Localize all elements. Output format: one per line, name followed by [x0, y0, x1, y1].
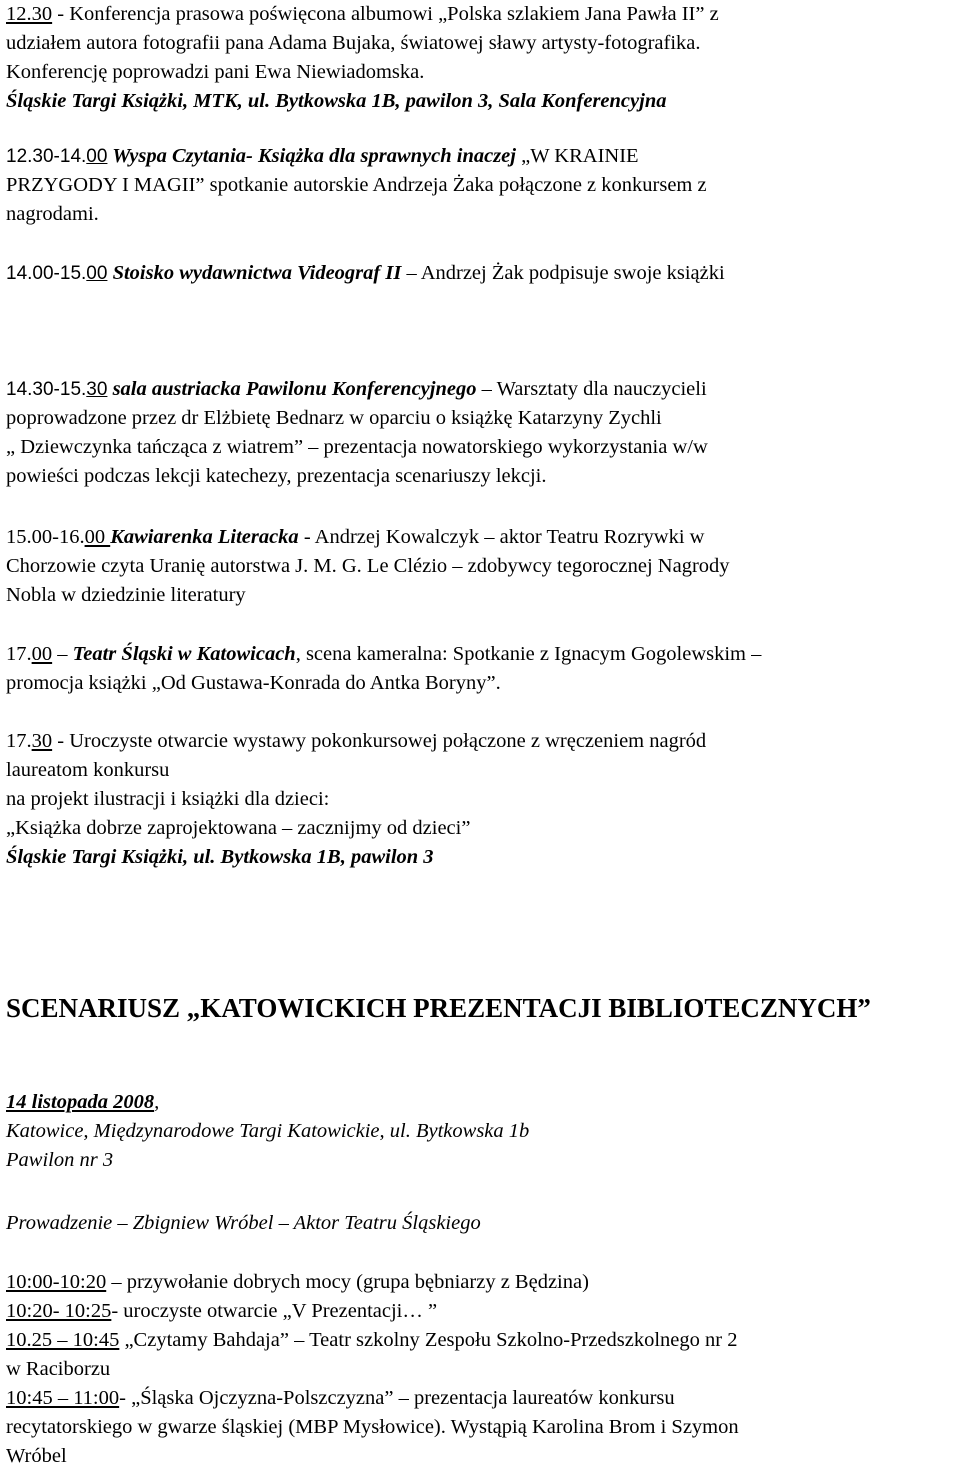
time-label: 17.00	[6, 643, 53, 665]
text-line: nagrodami.	[6, 203, 99, 225]
text-line: „Książka dobrze zaprojektowana – zacznijmy od dzieci”	[6, 817, 471, 839]
press-conference-paragraph	[6, 0, 940, 116]
event-title: sala austriacka Pawilonu Konferencyjnego	[107, 378, 477, 400]
location-line: Śląskie Targi Książki, MTK, ul. Bytkowska 1B, pawilon 3, Sala Konferencyjna	[6, 90, 667, 112]
time-label: 12.30	[6, 3, 53, 25]
time-label: 10:20- 10:25	[6, 1300, 112, 1322]
time-label: 14.30-15.30	[6, 379, 108, 400]
text-line: powieści podczas lekcji katechezy, prezentacja scenariuszy lekcji.	[6, 465, 547, 487]
list-item: 10:00-10:20 – przywołanie dobrych mocy (grupa bębniarzy z Będzina)	[6, 1271, 589, 1293]
list-item-continuation: recytatorskiego w gwarze śląskiej (MBP Mysłowice). Wystąpią Karolina Brom i Szymon	[6, 1416, 739, 1438]
text-line: „ Dziewczynka tańcząca z wiatrem” – prezentacja nowatorskiego wykorzystania w/w	[6, 436, 708, 458]
event-title: Wyspa Czytania- Książka dla sprawnych inaczej	[107, 145, 516, 167]
exhibition-paragraph: 17.30 - Uroczyste otwarcie wystawy pokonkursowej połączone z wręczeniem nagród laureatom konkursu na projekt ilustracji i książki dla dzieci: „Książka dobrze zaprojektowana – zacznijmy od dzieci” Śląskie Targi Książki, ul. Bytkowska 1B, pawilon 3	[6, 727, 940, 872]
time-label: 12.30-14.00	[6, 146, 108, 167]
text-line: na projekt ilustracji i książki dla dzieci:	[6, 788, 330, 810]
list-item: 10:20- 10:25- uroczyste otwarcie „V Prezentacji… ”	[6, 1300, 438, 1322]
event-title: Teatr Śląski w Katowicach	[72, 643, 296, 665]
literary-cafe-paragraph: 15.00-16.00 Kawiarenka Literacka - Andrzej Kowalczyk – aktor Teatru Rozrywki w Chorzowie czyta Uranię autorstwa J. M. G. Le Clézio – zdobywcy tegorocznej Nagrody Nobla w dziedzinie literatury	[6, 523, 940, 610]
event-pavilion: Pawilon nr 3	[6, 1149, 114, 1171]
time-label: 17.30	[6, 730, 53, 752]
silesian-theatre-paragraph: 17.00 – Teatr Śląski w Katowicach, scena kameralna: Spotkanie z Ignacym Gogolewskim – promocja książki „Od Gustawa-Konrada do Antka Boryny”.	[6, 640, 940, 698]
list-item-continuation: Wróbel	[6, 1445, 67, 1467]
list-item: 10.25 – 10:45 „Czytamy Bahdaja” – Teatr szkolny Zespołu Szkolno-Przedszkolnego nr 2	[6, 1329, 738, 1351]
text-line: laureatom konkursu	[6, 759, 170, 781]
videograf-paragraph: 14.00-15.00 Stoisko wydawnictwa Videograf II – Andrzej Żak podpisuje swoje książki	[6, 262, 725, 284]
event-host: Prowadzenie – Zbigniew Wróbel – Aktor Teatru Śląskiego	[6, 1212, 481, 1234]
text-line: PRZYGODY I MAGII” spotkanie autorskie Andrzeja Żaka połączone z konkursem z	[6, 174, 707, 196]
page-heading: SCENARIUSZ „KATOWICKICH PREZENTACJI BIBLIOTECZNYCH”	[6, 993, 871, 1023]
text-line: Nobla w dziedzinie literatury	[6, 584, 246, 606]
time-label: 10:45 – 11:00	[6, 1387, 120, 1409]
time-label: 14.00-15.00	[6, 263, 108, 284]
text-line: promocja książki „Od Gustawa-Konrada do Antka Boryny”.	[6, 672, 501, 694]
time-label: 10.25 – 10:45	[6, 1329, 120, 1351]
text-line: poprowadzone przez dr Elżbietę Bednarz w oparciu o książkę Katarzyny Zychli	[6, 407, 662, 429]
event-date: 14 listopada 2008	[6, 1091, 155, 1113]
location-line: Śląskie Targi Książki, ul. Bytkowska 1B, pawilon 3	[6, 846, 434, 868]
reading-island-paragraph: 12.30-14.00 Wyspa Czytania- Książka dla sprawnych inaczej „W KRAINIE PRZYGODY I MAGII” spotkanie autorskie Andrzeja Żaka połączone z konkursem z nagrodami.	[6, 142, 940, 229]
workshop-paragraph: 14.30-15.30 sala austriacka Pawilonu Konferencyjnego – Warsztaty dla nauczycieli poprowadzone przez dr Elżbietę Bednarz w oparciu o książkę Katarzyny Zychli „ Dziewczynka tańcząca z wiatrem” – prezentacja nowatorskiego wykorzystania w/w powieści podczas lekcji katechezy, prezentacja scenariuszy lekcji.	[6, 375, 940, 491]
text-line: Konferencję poprowadzi pani Ewa Niewiadomska.	[6, 61, 425, 83]
schedule-list	[6, 1268, 940, 1471]
time-label: 15.00-16.00	[6, 526, 111, 548]
list-item-continuation: w Raciborzu	[6, 1358, 111, 1380]
text-line: udziałem autora fotografii pana Adama Bujaka, światowej sławy artysty-fotografika.	[6, 32, 701, 54]
event-place: Katowice, Międzynarodowe Targi Katowickie, ul. Bytkowska 1b	[6, 1120, 530, 1142]
list-item: 10:45 – 11:00- „Śląska Ojczyzna-Polszczyzna” – prezentacja laureatów konkursu	[6, 1387, 675, 1409]
event-title: Kawiarenka Literacka	[110, 526, 299, 548]
time-label: 10:00-10:20	[6, 1271, 107, 1293]
text-line: Chorzowie czyta Uranię autorstwa J. M. G. Le Clézio – zdobywcy tegorocznej Nagrody	[6, 555, 730, 577]
event-info: 14 listopada 2008, Katowice, Międzynarodowe Targi Katowickie, ul. Bytkowska 1b Pawilon nr 3	[6, 1088, 940, 1175]
text-line: 12.30 - Konferencja prasowa poświęcona albumowi „Polska szlakiem Jana Pawła II” z	[6, 3, 719, 25]
event-title: Stoisko wydawnictwa Videograf II	[107, 262, 402, 284]
